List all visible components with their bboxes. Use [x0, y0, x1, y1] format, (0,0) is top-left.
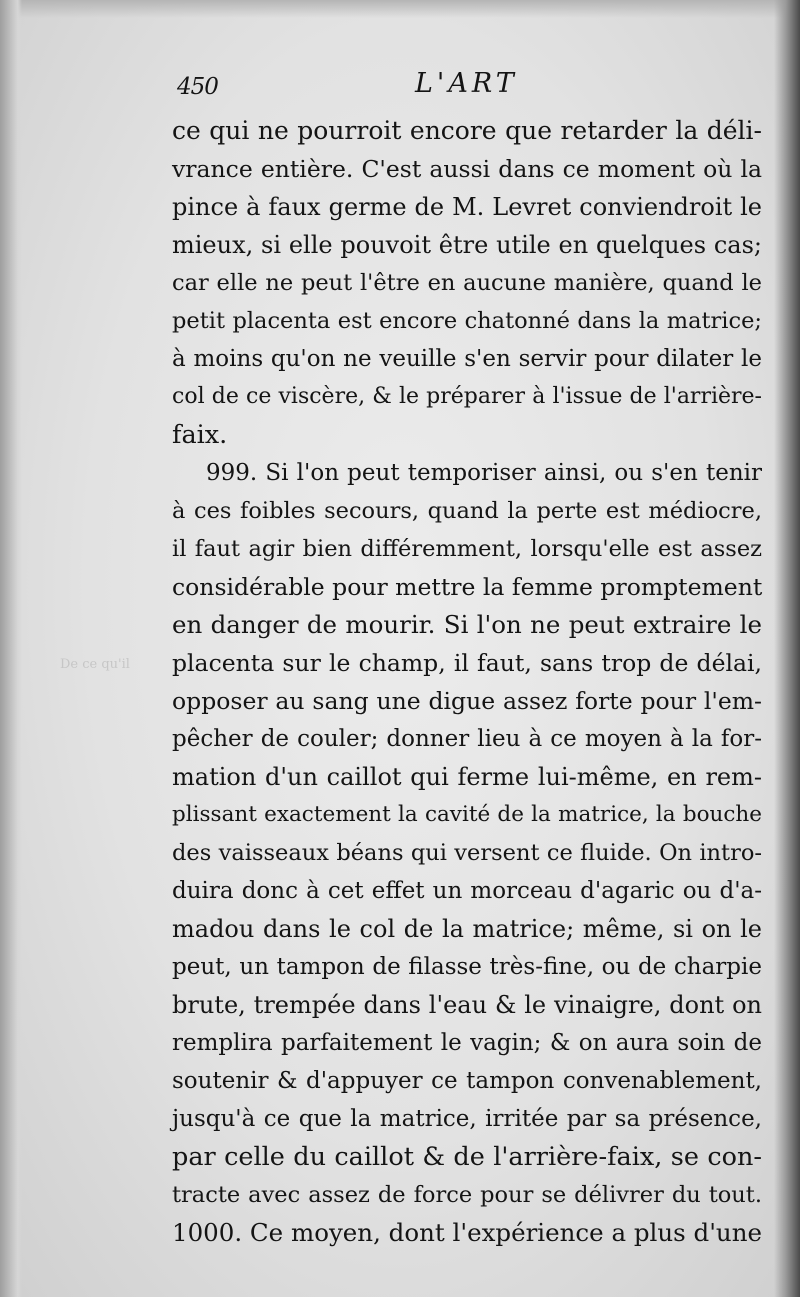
text-line: tracte avec assez de force pour se délivrer du tout. — [172, 1182, 762, 1208]
text-line: car elle ne peut l'être en aucune manière, quand le — [172, 270, 762, 296]
text-line: à moins qu'on ne veuille s'en servir pour dilater le — [172, 346, 762, 372]
text-line: des vaisseaux béans qui versent ce fluide. On intro- — [172, 840, 762, 866]
text-line: considérable pour mettre la femme promptement — [172, 573, 763, 601]
text-line: pêcher de couler; donner lieu à ce moyen à la for- — [172, 726, 762, 752]
text-line: il faut agir bien différemment, lorsqu'elle est assez — [172, 536, 762, 562]
text-line: brute, trempée dans l'eau & le vinaigre, dont on — [172, 991, 762, 1019]
text-line: ce qui ne pourroit encore que retarder la déli- — [172, 116, 762, 145]
text-line: pince à faux germe de M. Levret conviendroit le — [172, 193, 762, 221]
text-line: peut, un tampon de filasse très-fine, ou de charpie — [172, 954, 762, 980]
text-line: par celle du caillot & de l'arrière-faix, se con- — [172, 1142, 762, 1172]
text-line: mation d'un caillot qui ferme lui-même, en rem- — [172, 763, 762, 791]
page-gutter-shadow — [774, 0, 800, 1297]
running-head: L'ART — [415, 68, 518, 99]
page-number: 450 — [177, 74, 218, 100]
text-line: en danger de mourir. Si l'on ne peut extraire le — [172, 610, 762, 639]
text-line: duira donc à cet effet un morceau d'agaric ou d'a- — [172, 878, 762, 904]
body-text — [172, 112, 762, 1252]
text-line: vrance entière. C'est aussi dans ce moment où la — [172, 155, 762, 183]
text-line: col de ce viscère, & le préparer à l'issue de l'arrière- — [172, 384, 762, 409]
paragraph-start-999: 999. Si l'on peut temporiser ainsi, ou s'en tenir — [206, 460, 762, 486]
text-line: petit placenta est encore chatonné dans la matrice; — [172, 308, 762, 334]
text-line: faix. — [172, 420, 228, 450]
paragraph-start-1000: 1000. Ce moyen, dont l'expérience a plus d'une — [172, 1218, 762, 1247]
text-line: plissant exactement la cavité de la matrice, la bouche — [172, 802, 762, 827]
page-header — [175, 66, 765, 106]
text-line: jusqu'à ce que la matrice, irritée par sa présence, — [172, 1106, 762, 1132]
text-line: madou dans le col de la matrice; même, si on le — [172, 915, 762, 943]
page-left-edge — [0, 0, 22, 1297]
bleed-through-text: De ce qu'il — [60, 657, 130, 672]
page-top-shadow — [0, 0, 800, 18]
text-line: à ces foibles secours, quand la perte est médiocre, — [172, 498, 762, 524]
text-line: soutenir & d'appuyer ce tampon convenablement, — [172, 1068, 762, 1094]
text-line: mieux, si elle pouvoit être utile en quelques cas; — [172, 231, 762, 259]
text-line: opposer au sang une digue assez forte pour l'em- — [172, 687, 762, 715]
text-line: remplira parfaitement le vagin; & on aura soin de — [172, 1030, 762, 1056]
text-line: placenta sur le champ, il faut, sans trop de délai, — [172, 649, 762, 677]
